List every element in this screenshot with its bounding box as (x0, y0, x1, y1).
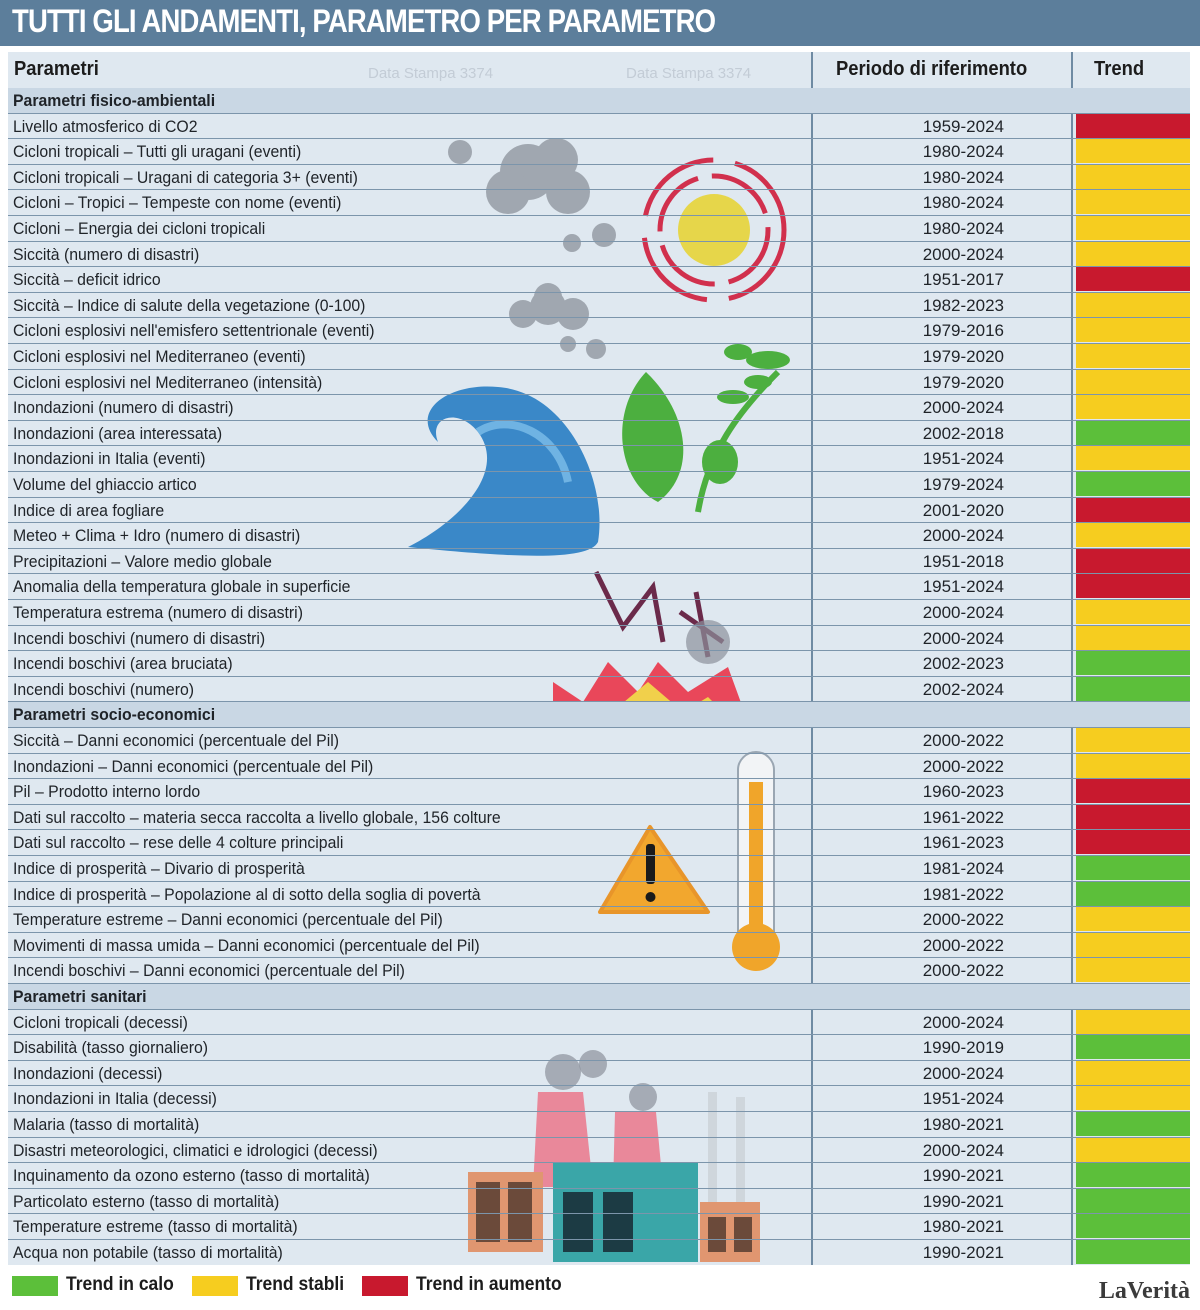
trend-indicator-red (1076, 114, 1190, 138)
table-row (8, 1086, 1190, 1112)
parameter-name: Inondazioni in Italia (decessi) (13, 1089, 217, 1109)
reference-period: 2002-2024 (922, 679, 1004, 699)
reference-period: 1980-2024 (922, 193, 1004, 213)
table-row (8, 139, 1190, 165)
parameter-name: Precipitazioni – Valore medio globale (13, 551, 272, 571)
table-row (8, 190, 1190, 216)
table-row (8, 267, 1190, 293)
table-row (8, 216, 1190, 242)
parameter-name: Siccità – Indice di salute della vegetazione (0-100) (13, 295, 366, 315)
trend-indicator-green (1076, 1240, 1190, 1264)
table-row (8, 600, 1190, 626)
trend-table (8, 52, 1190, 1265)
trend-indicator-red (1076, 498, 1190, 522)
watermark: Data Stampa 3374 (368, 65, 494, 82)
parameter-name: Disabilità (tasso giornaliero) (13, 1038, 209, 1058)
header-trend: Trend (1094, 58, 1145, 80)
reference-period: 2000-2022 (922, 756, 1004, 776)
table-row (8, 523, 1190, 549)
reference-period: 2000-2024 (922, 1140, 1004, 1160)
reference-period: 1990-2021 (922, 1191, 1004, 1211)
table-row (8, 472, 1190, 498)
trend-indicator-green (1076, 1035, 1190, 1059)
reference-period: 1960-2023 (922, 782, 1004, 802)
parameter-name: Temperature estreme (tasso di mortalità) (13, 1217, 298, 1237)
trend-indicator-yellow (1076, 242, 1190, 266)
table-row (8, 421, 1190, 447)
parameter-name: Incendi boschivi (numero) (13, 679, 195, 699)
table-row (8, 754, 1190, 780)
parameter-name: Dati sul raccolto – rese delle 4 colture principali (13, 833, 344, 853)
parameter-name: Inondazioni (decessi) (13, 1063, 163, 1083)
table-row (8, 1214, 1190, 1240)
table-row (8, 933, 1190, 959)
parameter-name: Indice di prosperità – Popolazione al di sotto della soglia di povertà (13, 884, 481, 904)
trend-indicator-yellow (1076, 958, 1190, 982)
reference-period: 1961-2023 (922, 833, 1004, 853)
parameter-name: Cicloni – Tropici – Tempeste con nome (eventi) (13, 193, 342, 213)
section-header-row (8, 702, 1190, 728)
table-row (8, 677, 1190, 703)
reference-period: 1959-2024 (922, 116, 1004, 136)
reference-period: 2000-2024 (922, 244, 1004, 264)
section-title: Parametri fisico-ambientali (13, 91, 216, 110)
parameter-name: Meteo + Clima + Idro (numero di disastri) (13, 526, 301, 546)
trend-indicator-yellow (1076, 318, 1190, 342)
trend-indicator-yellow (1076, 216, 1190, 240)
legend-label-green: Trend in calo (66, 1274, 174, 1295)
trend-indicator-yellow (1076, 933, 1190, 957)
table-row (8, 114, 1190, 140)
reference-period: 1951-2018 (922, 551, 1004, 571)
reference-period: 1979-2020 (922, 347, 1004, 366)
trend-indicator-yellow (1076, 1086, 1190, 1110)
table-row (8, 1189, 1190, 1215)
reference-period: 1981-2024 (922, 859, 1004, 878)
reference-period: 2000-2022 (922, 731, 1004, 750)
table-row (8, 728, 1190, 754)
trend-indicator-green (1076, 882, 1190, 906)
trend-indicator-yellow (1076, 293, 1190, 317)
trend-indicator-green (1076, 651, 1190, 675)
parameter-name: Anomalia della temperatura globale in superficie (13, 577, 351, 597)
reference-period: 2002-2023 (922, 654, 1004, 674)
parameter-name: Siccità – deficit idrico (13, 270, 161, 290)
trend-indicator-red (1076, 779, 1190, 803)
trend-indicator-red (1076, 267, 1190, 291)
parameter-name: Temperatura estrema (numero di disastri) (13, 603, 303, 622)
table-row (8, 549, 1190, 575)
trend-indicator-green (1076, 421, 1190, 445)
parameter-name: Cicloni – Energia dei cicloni tropicali (13, 219, 266, 238)
table-row (8, 830, 1190, 856)
table-row (8, 958, 1190, 984)
table-row (8, 626, 1190, 652)
reference-period: 2000-2024 (922, 1063, 1004, 1083)
trend-indicator-red (1076, 830, 1190, 854)
trend-indicator-yellow (1076, 139, 1190, 163)
trend-indicator-green (1076, 1112, 1190, 1136)
trend-indicator-yellow (1076, 523, 1190, 547)
trend-indicator-yellow (1076, 1061, 1190, 1085)
section-header-row (8, 984, 1190, 1010)
parameter-name: Inondazioni (numero di disastri) (13, 398, 234, 418)
table-row (8, 370, 1190, 396)
reference-period: 2000-2024 (922, 628, 1004, 648)
legend-swatch-green (12, 1276, 58, 1296)
parameter-name: Volume del ghiaccio artico (13, 475, 197, 494)
reference-period: 1980-2024 (922, 219, 1004, 238)
trend-indicator-red (1076, 574, 1190, 598)
table-row (8, 651, 1190, 677)
parameter-name: Livello atmosferico di CO2 (13, 116, 198, 136)
reference-period: 1982-2023 (922, 295, 1004, 315)
section-title: Parametri socio-economici (13, 705, 216, 725)
reference-period: 2000-2022 (922, 935, 1004, 955)
parameter-name: Incendi boschivi – Danni economici (percentuale del Pil) (13, 961, 405, 981)
trend-indicator-yellow (1076, 370, 1190, 394)
title-banner (0, 0, 1200, 46)
table-row (8, 1138, 1190, 1164)
watermark: Data Stampa 3374 (626, 65, 752, 82)
parameter-name: Inquinamento da ozono esterno (tasso di mortalità) (13, 1166, 370, 1186)
parameter-name: Inondazioni in Italia (eventi) (13, 449, 206, 469)
trend-indicator-yellow (1076, 190, 1190, 214)
table-row (8, 165, 1190, 191)
parameter-name: Inondazioni (area interessata) (13, 423, 223, 443)
table-row (8, 1061, 1190, 1087)
parameter-name: Cicloni esplosivi nel Mediterraneo (eventi) (13, 347, 306, 366)
section-header-row (8, 88, 1190, 114)
reference-period: 1951-2017 (922, 270, 1004, 290)
parameter-name: Incendi boschivi (area bruciata) (13, 654, 233, 674)
table-row (8, 1035, 1190, 1061)
table-row (8, 907, 1190, 933)
trend-indicator-yellow (1076, 165, 1190, 189)
reference-period: 2000-2022 (922, 961, 1004, 981)
parameter-name: Incendi boschivi (numero di disastri) (13, 628, 266, 648)
legend (0, 1268, 1200, 1310)
page-title: TUTTI GLI ANDAMENTI, PARAMETRO PER PARAMETRO (12, 3, 716, 39)
trend-indicator-yellow (1076, 728, 1190, 752)
trend-indicator-red (1076, 549, 1190, 573)
parameter-name: Indice di prosperità – Divario di prosperità (13, 859, 305, 878)
trend-indicator-green (1076, 677, 1190, 701)
table-row (8, 882, 1190, 908)
parameter-name: Particolato esterno (tasso di mortalità) (13, 1191, 280, 1211)
trend-indicator-yellow (1076, 600, 1190, 624)
trend-indicator-yellow (1076, 1010, 1190, 1034)
parameter-name: Inondazioni – Danni economici (percentuale del Pil) (13, 756, 374, 776)
reference-period: 1980-2021 (922, 1217, 1004, 1237)
legend-swatch-red (362, 1276, 408, 1296)
reference-period: 1990-2019 (922, 1038, 1004, 1058)
legend-label-red: Trend in aumento (416, 1274, 562, 1295)
parameter-name: Pil – Prodotto interno lordo (13, 782, 201, 802)
table-row (8, 498, 1190, 524)
parameter-name: Cicloni esplosivi nel Mediterraneo (intensità) (13, 372, 323, 392)
reference-period: 1980-2024 (922, 167, 1004, 187)
parameter-name: Malaria (tasso di mortalità) (13, 1115, 200, 1134)
table-row (8, 242, 1190, 268)
trend-indicator-red (1076, 805, 1190, 829)
trend-indicator-green (1076, 1163, 1190, 1187)
table-header (8, 52, 1190, 88)
reference-period: 2002-2018 (922, 423, 1004, 443)
parameter-name: Cicloni tropicali – Tutti gli uragani (eventi) (13, 142, 302, 162)
reference-period: 1951-2024 (922, 577, 1004, 597)
trend-indicator-yellow (1076, 1138, 1190, 1162)
table-row (8, 395, 1190, 421)
table-row (8, 1112, 1190, 1138)
reference-period: 1981-2022 (922, 884, 1004, 904)
parameter-name: Acqua non potabile (tasso di mortalità) (13, 1243, 283, 1262)
trend-indicator-yellow (1076, 907, 1190, 931)
legend-swatch-yellow (192, 1276, 238, 1296)
table-row (8, 856, 1190, 882)
reference-period: 2000-2024 (922, 1012, 1004, 1032)
reference-period: 1980-2024 (922, 142, 1004, 162)
parameter-name: Indice di area fogliare (13, 500, 165, 520)
parameter-name: Movimenti di massa umida – Danni economici (percentuale del Pil) (13, 935, 480, 955)
reference-period: 2000-2022 (922, 910, 1004, 930)
reference-period: 1979-2016 (922, 321, 1004, 341)
section-title: Parametri sanitari (13, 987, 147, 1006)
header-parametri: Parametri (14, 58, 99, 80)
reference-period: 1979-2020 (922, 372, 1004, 392)
reference-period: 1990-2021 (922, 1166, 1004, 1186)
table-row (8, 344, 1190, 370)
reference-period: 1990-2021 (922, 1243, 1004, 1262)
parameter-name: Siccità (numero di disastri) (13, 244, 200, 264)
parameter-name: Temperature estreme – Danni economici (percentuale del Pil) (13, 910, 443, 930)
table-row (8, 1240, 1190, 1265)
table-row (8, 1010, 1190, 1036)
parameter-name: Disastri meteorologici, climatici e idrologici (decessi) (13, 1140, 378, 1160)
brand-logo: LaVerità (1098, 1278, 1190, 1304)
legend-label-yellow: Trend stabli (246, 1274, 345, 1295)
trend-indicator-green (1076, 856, 1190, 880)
parameter-name: Siccità – Danni economici (percentuale del Pil) (13, 731, 340, 750)
table-row (8, 446, 1190, 472)
trend-indicator-green (1076, 1214, 1190, 1238)
table-row (8, 805, 1190, 831)
parameter-name: Dati sul raccolto – materia secca raccolta a livello globale, 156 colture (13, 807, 501, 827)
reference-period: 1961-2022 (922, 807, 1004, 827)
parameter-name: Cicloni esplosivi nell'emisfero settentrionale (eventi) (13, 321, 375, 341)
reference-period: 2000-2024 (922, 603, 1004, 622)
parameter-name: Cicloni tropicali (decessi) (13, 1012, 188, 1032)
trend-indicator-yellow (1076, 754, 1190, 778)
trend-indicator-green (1076, 472, 1190, 496)
trend-indicator-green (1076, 1189, 1190, 1213)
header-periodo: Periodo di riferimento (836, 58, 1028, 80)
trend-indicator-yellow (1076, 446, 1190, 470)
reference-period: 2001-2020 (922, 500, 1004, 520)
reference-period: 1979-2024 (922, 475, 1004, 494)
trend-indicator-yellow (1076, 344, 1190, 368)
table-row (8, 779, 1190, 805)
parameter-name: Cicloni tropicali – Uragani di categoria 3+ (eventi) (13, 167, 358, 187)
trend-indicator-yellow (1076, 626, 1190, 650)
reference-period: 1951-2024 (922, 1089, 1004, 1109)
trend-indicator-yellow (1076, 395, 1190, 419)
reference-period: 2000-2024 (922, 398, 1004, 418)
table-row (8, 318, 1190, 344)
reference-period: 1951-2024 (922, 449, 1004, 469)
table-row (8, 293, 1190, 319)
reference-period: 1980-2021 (922, 1115, 1004, 1134)
table-row (8, 1163, 1190, 1189)
table-row (8, 574, 1190, 600)
reference-period: 2000-2024 (922, 526, 1004, 546)
